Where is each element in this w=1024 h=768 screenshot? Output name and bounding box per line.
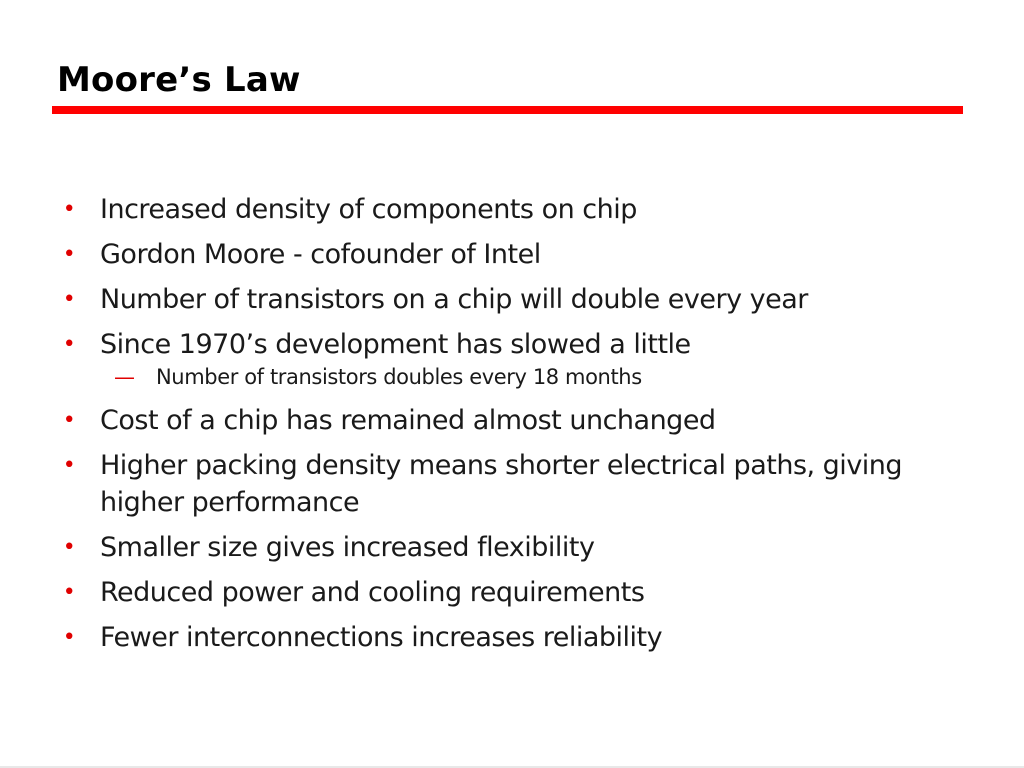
slide-title: Moore’s Law [57, 60, 301, 100]
bullet-list [60, 191, 960, 664]
bullet-text: Gordon Moore - cofounder of Intel [100, 239, 541, 270]
bullet-icon: • [62, 287, 76, 312]
bullet-item [60, 619, 960, 656]
bullet-text: Higher packing density means shorter electrical paths, giving higher performance [100, 450, 903, 518]
bullet-icon: • [62, 408, 76, 433]
bullet-text: Increased density of components on chip [100, 194, 637, 225]
bullet-text: Fewer interconnections increases reliability [100, 622, 663, 653]
sub-bullet-text: Number of transistors doubles every 18 months [156, 365, 642, 389]
bullet-text: Cost of a chip has remained almost unchanged [100, 405, 716, 436]
bullet-icon: • [62, 197, 76, 222]
bullet-icon: • [62, 332, 76, 357]
bullet-item [60, 326, 960, 363]
title-underline [52, 106, 963, 114]
sub-bullet-item [60, 365, 960, 390]
bullet-item [60, 191, 960, 228]
bullet-item [60, 281, 960, 318]
bullet-item [60, 402, 960, 439]
bullet-icon: • [62, 535, 76, 560]
bullet-item [60, 529, 960, 566]
bullet-text: Reduced power and cooling requirements [100, 577, 645, 608]
bullet-icon: • [62, 625, 76, 650]
dash-icon: — [114, 365, 133, 389]
bullet-text: Smaller size gives increased flexibility [100, 532, 595, 563]
bullet-icon: • [62, 242, 76, 267]
bullet-icon: • [62, 453, 76, 478]
bullet-item [60, 574, 960, 611]
bullet-text: Since 1970’s development has slowed a little [100, 329, 691, 360]
bullet-item [60, 236, 960, 273]
bullet-icon: • [62, 580, 76, 605]
bullet-text: Number of transistors on a chip will double every year [100, 284, 808, 315]
bullet-item [60, 447, 960, 521]
